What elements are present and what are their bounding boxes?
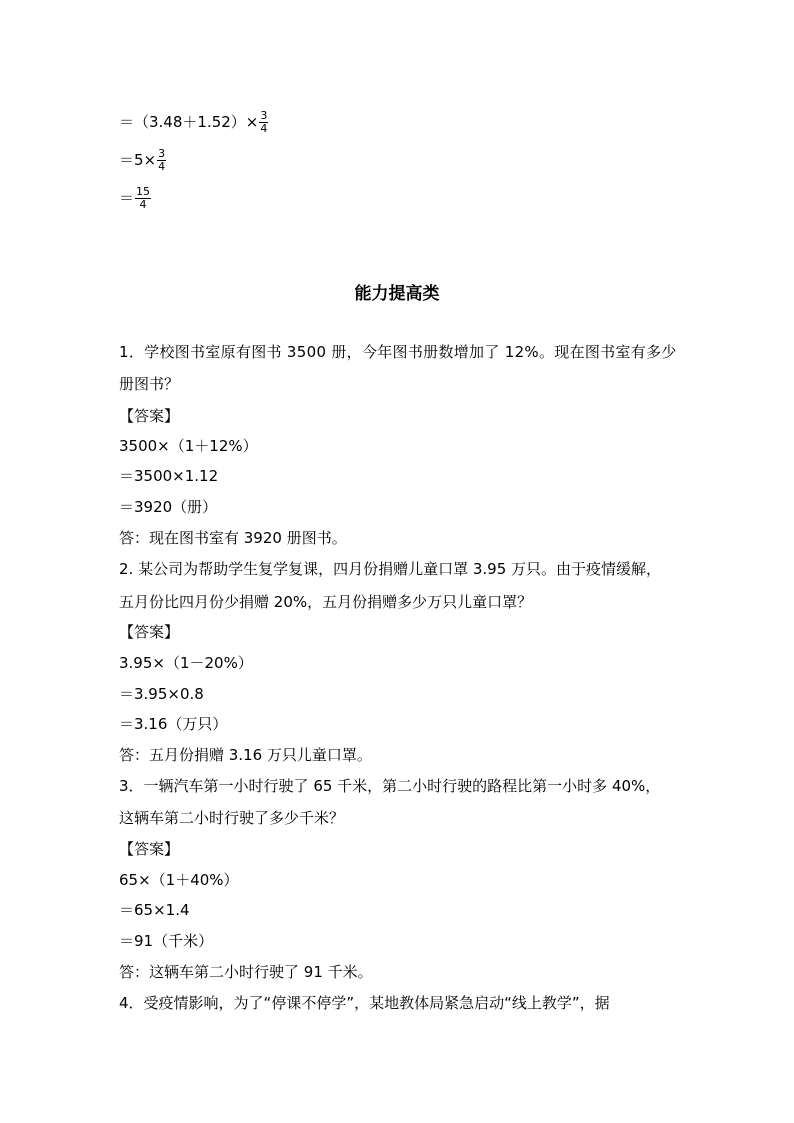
calc-line-3 (119, 186, 151, 211)
calc-line-2 (119, 148, 166, 173)
calc-line-3-expr: ＝ (119, 189, 135, 207)
calc-line-1 (119, 110, 268, 135)
fraction-numerator: 3 (260, 109, 268, 122)
fraction-denominator: 4 (158, 160, 166, 173)
q3-step-1: 65×（1＋40%） (119, 871, 239, 889)
fraction (259, 110, 268, 135)
fraction-denominator: 4 (139, 198, 147, 211)
fraction-numerator: 3 (158, 147, 166, 160)
q1-text-line-1: 1．学校图书室原有图书 3500 册，今年图书册数增加了 12%。现在图书室有多少 (119, 343, 677, 361)
q1-step-3: ＝3920（册） (119, 498, 218, 516)
fraction (157, 148, 166, 173)
q2-step-1: 3.95×（1－20%） (119, 654, 253, 672)
q1-answer-label: 【答案】 (119, 407, 180, 425)
q2-step-2: ＝3.95×0.8 (119, 685, 204, 703)
q2-step-3: ＝3.16（万只） (119, 715, 228, 733)
fraction (135, 186, 151, 211)
calc-line-2-expr: ＝5× (119, 151, 157, 169)
q3-step-3: ＝91（千米） (119, 932, 214, 950)
q2-text-line-2: 五月份比四月份少捐赠 20%，五月份捐赠多少万只儿童口罩？ (119, 593, 533, 611)
q3-text-line-2: 这辆车第二小时行驶了多少千米？ (119, 809, 345, 827)
fraction-numerator: 15 (136, 185, 151, 198)
q1-text-line-2: 册图书？ (119, 375, 180, 393)
q2-reply: 答：五月份捐赠 3.16 万只儿童口罩。 (119, 746, 372, 764)
q3-answer-label: 【答案】 (119, 840, 180, 858)
calc-line-1-expr: ＝（3.48＋1.52）× (119, 113, 259, 131)
q1-step-2: ＝3500×1.12 (119, 467, 219, 485)
fraction-denominator: 4 (260, 122, 268, 135)
section-heading: 能力提高类 (354, 284, 440, 304)
q3-step-2: ＝65×1.4 (119, 901, 190, 919)
q3-reply: 答：这辆车第二小时行驶了 91 千米。 (119, 963, 373, 981)
q3-text-line-1: 3．一辆汽车第一小时行驶了 65 千米，第二小时行驶的路程比第一小时多 40%， (119, 777, 661, 795)
q1-step-1: 3500×（1＋12%） (119, 437, 258, 455)
q2-answer-label: 【答案】 (119, 623, 180, 641)
q4-text-line-1: 4．受疫情影响，为了“停课不停学”，某地教体局紧急启动“线上教学”，据 (119, 994, 610, 1012)
q1-reply: 答：现在图书室有 3920 册图书。 (119, 529, 347, 547)
q2-text-line-1: 2. 某公司为帮助学生复学复课，四月份捐赠儿童口罩 3.95 万只。由于疫情缓解， (119, 560, 662, 578)
